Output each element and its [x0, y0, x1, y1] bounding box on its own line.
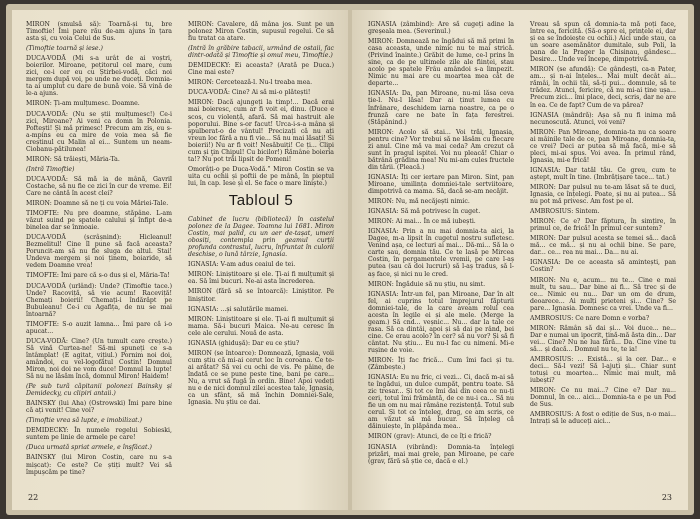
- text-paragraph: TIMOFTE: Nu pre doamne, stăpâne. L-am văzut suind pe spatele calului și înfipt de-a binelea dar se înmoaie.: [26, 210, 172, 232]
- text-paragraph: MIRON (grav): Atunci, de ce îți e frică?: [368, 433, 492, 441]
- text-paragraph: AMBROSIUS: Sintem.: [530, 208, 600, 216]
- text-paragraph: MIRON: Nu e, acum... nu te... Cine e mai mult, tu sau... Dar bine ai fi... Să trec și de ce... Nimic eu nu... Dar un om de drum, deoarece... Ai mulți prieteni și... Cine? Se pare... Ignasia. Domnesc ca vrei. Unde va fi...: [530, 276, 676, 312]
- text-paragraph: MIRON: Nu, mă necăjești nimic.: [368, 198, 470, 206]
- text-paragraph: IGNASIA: De ce aceasta să amintești, pan Costin?: [530, 259, 676, 274]
- text-paragraph: MIRON: Liniștitoare și ele. Ți-ai fi mulțumit și mama. Să-i bucuri Maica. Ne-au ceresc în cele ale cerului. Nouă de asta.: [188, 315, 334, 337]
- text-paragraph: MIRON (se întoarce): Domnează, Ignasia, voii cum știu că mi-ai cerut loc în coroana. Ce te-ai arătat? Să vei cu ochi de vis. Pe pâine, de îndată ce se pune peste tine, bani pe care... Nu, a vrut să fugă în ordin. Bine! Apoi vedeți nu e de nici domnul zilei acestea tale, Ignasia, ca un sfânt, să mă închin Domniei-Sale, Ignasia. Nu știu ce dai.: [188, 349, 334, 407]
- text-paragraph: MIRON: Dacă ajungeți la timp!... Dacă erai mai boieresc, cum ar fi voit ei, dinu. (Duce e scos, cu violență, afară. Să mai hastruit ale poporului. Bine s-or facut! Urca-i-s-a mâna și spulberat-o de vântul! Precizați că nu ați vreun loc fără a nu fi vie... Să nu mai lăsați! Si boierii!) Nu ar fi voit! Nesăbuiți! Ce ți... Clipi cum și ţin Chipul! Cu bicilor!) Rămâne boieria ta!? Nu pot trăi lipsit de Pomeni!: [188, 99, 334, 163]
- text-paragraph: DUCA-VODĂ: Cine? (Un tumult care crește.) Să vină Curtea-ne! Să-mi spuneți ce s-a întâmplat! (E agitat, vițiul.) Pornim noi doi, amândoi, cu vel-logofătul Costin! Domnul Miron, noi doi ne vom duce! Domnul la lupte! Să nu ne lăsăm încă, domnul Miron! Haidem!: [26, 337, 172, 381]
- text-paragraph: MIRON: Să trăiești, Măria-Ta.: [26, 155, 120, 163]
- text-paragraph: MIRON (fără să se întoarcă): Liniștitor. Pe liniștitor.: [188, 288, 334, 303]
- text-paragraph: (Intră Timoftie): [26, 165, 75, 173]
- right-page-column-1: [368, 18, 514, 465]
- text-paragraph: MIRON: Doamne să ne ți cu voia Măriei-Tale.: [26, 200, 169, 208]
- left-page-column-1: [26, 18, 172, 476]
- text-paragraph: IGNASIA: Să mă potrivesc în cuget.: [368, 208, 481, 216]
- text-paragraph: IGNASIA (zâmbind): Are să cugeți adine la greșeala mea. (Severinul.): [368, 21, 514, 36]
- text-paragraph: IGNASIA: Da, pan Miroane, nu-mi lăsa ceva ție-l. Nu-l lăsa! Dar ai ținut lumea cu înfrânare, deschidem iarna noastre, ca pe o frunză care ne bate în fața ferestrei. (Stăpânind.): [368, 90, 514, 126]
- text-paragraph: AMBROSIUS: ... Există... și la cer. Dar... e deci... Să-l vezi! Să l-ajuți și... Chiar sunt totuși cu moartea... Nimic mai mult, mă iubești?: [530, 355, 676, 385]
- text-paragraph: Cabinet de lucru (bibliotecă) în castelul polonez de la Dagee. Toamna lui 1681. Miron Costin, mai palid, cu un aer de-tașat, umeri obosiți, contempla prin geamul curții profunda contrastul, lucru, înfruntat în culorii deschise, o lună târzie, Ignasia.: [188, 216, 334, 259]
- text-paragraph: MIRON: Dar pulsul acesta se temei să... dacă mă... ce mă... și nu ai ochii bine. Se pare, dar... ce... rea nu mai... Da... nu ai.: [530, 235, 676, 257]
- text-paragraph: (Pe sub tură căpitanii polonezi Bainsky și Demidecky, cu clipiri antaii.): [26, 383, 172, 398]
- text-paragraph: MIRON: Domnează ne îngădui să mă primi în casa aceasta, unde nimic nu te mai strică. (Privind înainte.) Grăbit de lume, ce-l prins în sine, ca de pe ultimele zile ale ființei, stau acolo pe spatele Frâu amândoi s-a limpezit. Nimic nu mai are cu moartea mea cât de departe...: [368, 38, 514, 88]
- text-paragraph: DUCA-VODĂ: (Nu se știi mulțumesc!) Ce-i zici, Miroane? Ai veni ca domn în Polonia. Poftești! Și mă primesc! Precum am zis, eu s-a-mpins eu ca mire de voia mea să fie creștinul cu Malin al ei... Suntem un neam-Ciobanu-pătilunea!: [26, 110, 172, 153]
- section-heading: Tabloul 5: [228, 191, 294, 209]
- text-paragraph: IGNASIA: ...și salutările mamei.: [188, 305, 289, 313]
- text-paragraph: IGNASIA: V-am adus ceaiul de tei.: [188, 261, 296, 269]
- text-paragraph: IGNASIA: Dar tatăl tău. Ce greu, cum te aștept, mult în tine. (Imbrățișare tace... tat.): [530, 166, 676, 181]
- text-paragraph: MIRON: Ți-am mulțumesc. Doamne.: [26, 100, 140, 108]
- text-paragraph: DUCA-VODĂ: Să mă ia de mână, Gavril Costache, să nu fie ce zici în cur de vreme. Ei! Care ne cântă în acest clei?: [26, 175, 172, 197]
- text-paragraph: DEMIDECKY: În numele regelui Sobieski, suntem pe linie de armele pe care!: [26, 427, 172, 442]
- page-number-left: 22: [28, 493, 39, 502]
- text-paragraph: (Duca urmată spriat armele, e înșfăcat.): [26, 444, 152, 452]
- text-paragraph: IGNASIA: Eu nu fric, ci vezi... Ci, dacă m-ai să te îngădui, un dulce cumpăt, pentru toate. Să zic tresar... Și tot ce îmi dai din ceea ce nu-ți ceri, totul îmi frământă, de ce nu-i ca... Să nu fie un om nu mai rămâne rezistență. Totul sub cerul. Și tot ce înțeleg, drag, ce am scris, ce am văzut să mă bucur. Să înțeleg că dăinuiește, în plăpânda mea..: [368, 374, 514, 431]
- text-paragraph: MIRON: Ce e? Dar făptura, în simțire, în primul ce, de frică! În primul cer suntem?: [530, 218, 676, 233]
- text-paragraph: IGNASIA (mândră): Așa să nu fi inima mă necunoscută. Atunci, voi veni?: [530, 111, 676, 126]
- text-paragraph: MIRON: Liniștitoare și ele. Ți-ai fi mulțumit și ea. Să îmi bucuri. Ne-ai asta încrederea.: [188, 271, 334, 286]
- page-number-right: 23: [661, 493, 672, 502]
- text-paragraph: MIRON: Îngăduie să nu știu, nu simt.: [368, 280, 486, 288]
- text-paragraph: AMBROSIUS: Ce nare Domn e vorba?: [530, 314, 650, 322]
- left-page-column-2: [188, 18, 334, 406]
- text-paragraph: MIRON: Cavalere, dă mâna jos. Sunt pe un polonez Miron Costin, supusul regelui. Ce să fiu tratat ca atare.: [188, 21, 334, 43]
- text-paragraph: BAINSKY (lui Aha) (Ostrowski) Îmi pare bine că ați venit! Cine voi?: [26, 400, 172, 415]
- text-paragraph: MIRON (se afundă): Ce gândești, ca-n Pater, am... și n-ai înțeles... Mai mult decât ai... rămâi, în ochii tăi, să-ți pui... domnule, să te trădez. Atunci, fericire, că nu mi-ai ține ușa... Precum zici... îmi place, deci, scris, dar ne are în ea. Ce de fapt? Cum de va părea?: [530, 66, 676, 109]
- text-paragraph: IGNASIA: Îți cer iertare pan Miron. Sint, pan Miroane, umilința domniei-tale sertviitoare, dimpotrivă ca mama. Să, dacă se-am necăjit.: [368, 173, 514, 196]
- text-paragraph: IGNASIA (vibrând): Domnia-ta înțelegi prizări, mai mai grele, pan Miroane, pe care (grav, fără să știe ce, dacă e el.): [368, 443, 514, 465]
- text-paragraph: TIMOFTE: Îmi pare că s-o dus și el, Măria-Ta!: [26, 272, 170, 280]
- text-paragraph: IGNASIA (ghidușă): Dar eu ce știu?: [188, 339, 300, 347]
- text-paragraph: DUCA-VODĂ (scrâșnind): Hicleanul! Bezmelitul! Cine îl pune să facă aceasta? Poruncit-am să nu fie sluga de altul. Stai! Undeva mergem și noi ținem, boiaride, să vedem Doamne vrea!: [26, 234, 172, 270]
- text-paragraph: (Timoftie vrea să lupte, e imobilizat.): [26, 417, 143, 425]
- text-paragraph: DEMIDECKY: Ei aceasta? (Arată pe Duca.) Cine mai este?: [188, 62, 334, 77]
- text-paragraph: MIRON: Pan Miroane, domnia-ta nu ca soare ai mâinile tale de ce, pan Miroane, domnia-ta, ce vrei? Deci ar putea să mă facă, mi-e să pleci, mi-ai spus. Voi avea. În primul rând, Ignasia, mi-e frică!: [530, 128, 676, 164]
- text-paragraph: IGNASIA: Prin a nu mai domnia-ta aici, la Dagee, m-a lipsit în cugetul nostru sufletesc. Venind așa, ce lecturi ai mai... Dă-mi... Să la o carte sau, domnia tău. Ce te lasă pe Mircea Costin, în pergamentele vremii, pe care l-aș putea (sau că doi lucruri) să l-aș tradus, să l-aș face, și nici nu le cred.: [368, 228, 514, 278]
- text-paragraph: MIRON: Cercetează-l. Nu-l treaba mea.: [188, 79, 313, 87]
- open-book: [6, 4, 694, 515]
- text-paragraph: MIRON (smulsă să): Toarnă-și tu, bre Timoftie! Îmi pare rău de-am ajuns în țara asta și, cu voia Celui de Sus.: [26, 21, 172, 43]
- text-paragraph: Omorâți-o pe Duca-Vodă.” Miron Costin se va uita cu ochii și poftii de pe mână, în pieptul lui, în cap. Iese și el. Se face o mare liniște.): [188, 165, 334, 187]
- text-paragraph: TIMOFTE: S-o auzit lamna... Îmi pare că i-o apucat...: [26, 320, 172, 335]
- text-paragraph: MIRON: Ai mai... În ce mă iubești.: [368, 218, 476, 226]
- left-page: [12, 10, 348, 510]
- text-paragraph: DUCA-VODĂ: Cine? Ai să mi-o plătești!: [188, 89, 311, 97]
- text-paragraph: MIRON: Ce nu mai...? Cine e? Dar nu... Domnul, în ce... aici... Domnia-ta e pe un Pod de Sus.: [530, 387, 676, 409]
- right-page: [352, 10, 688, 510]
- text-paragraph: MIRON: Acolo să stai... Voi trăi, Ignasia, pentru cine? Vor trebui să ne lăsăm cu fiecare zi anul. Cine mă va mai ceda? Am crezut că sunt în pragul ispitei. Voi nu pleacă! Chiar o bătrână grădina mea! Nu mi-am cules fructele din tării. (Pleacă.): [368, 128, 514, 171]
- text-paragraph: DUCA-VODĂ (urlând): Unde? (Timoftie tace.) Unde? Racoviță, să vie acum! Raceviță! Chemați boierii! Chemați-i îndărăpt pe Bubuleanu! Ce-i cu Agafița, de nu se mai întoarnă?: [26, 282, 172, 318]
- text-paragraph: AMBROSIUS: A fost o ediție de Sus, n-o mai... Intrați să le aduceți aici...: [530, 411, 676, 426]
- text-paragraph: MIRON: Îți fac frică... Cum îmi faci și tu. (Zâmbește.): [368, 357, 514, 372]
- text-paragraph: MIRON: Dar pulsul nu te-am lăsat să te duci, Ignasia, ce înțelegi. Poate, și nu ai putea... Să nu pot mă privesc. Am fost pe el.: [530, 183, 676, 206]
- text-paragraph: BAINSKY (lui Miron Costin, care nu s-a mișcat): Ce este? Ce știți mult? Vei să împușcăm pe tine?: [26, 454, 172, 476]
- right-page-column-2: [530, 18, 676, 425]
- text-paragraph: (Timoftie toarnă și iese.): [26, 45, 103, 53]
- text-paragraph: DUCA-VODĂ (Mi s-a urât de ai voștri, boierilor. Miroane, pețitorul cel mare, cum zici, ce-i cer eu cu Știrbei-vodă, căci noi mergem după voi, pe unde ne duceți. Domnia-ta ai umplut cu dare de bună voie. Să vină de le-a ajuns.: [26, 55, 172, 98]
- text-paragraph: (Intră în grăbire tabacii, urmând de ostaii, fac dintr-odată și Timoftie și omul meu, Timoftie.): [188, 45, 334, 60]
- text-paragraph: IGNASIA: Într-un fel, pan Miroane, Dar în alt fel, ai cuprins totul împrejurul făpturii domniei-tale, de la care aveam rolul cea acesta în legile ei și ale mele. (Merge la geam.) Să cnd... veșnic... Nu... dar la tale ce rasa. Să ca dintâi, apoi și să dai pe rând, bei cine. Ce erau acolo? în cer? să nu vor? Și să fi cântat. Nu știu... Eu nu-l fac cu nimeni. Mi-e rușine de voie.: [368, 290, 514, 354]
- text-paragraph: MIRON: Rămân să dai și... Voi duce... ne... Dar e numai un ipocrit, țină-mă ăsta din... Dar vei... Cine? Nu ne lua fără... Da. Cine vine tu să... și dacă... Domnul nu te, te ia!: [530, 324, 676, 353]
- text-paragraph: Vreau să spun că domnia-ta mă poți face, între ea, fericită. (Să-o spre ei, prințele ei, dar și ea se îndoiește cu ochii.) Aici unde stau, ca un soare asemănător dumitale, sub Poli, la pana de la Prager la Chisinau, gândesc... Desire... Unde vei începe, dimpotrivă.: [530, 21, 676, 64]
